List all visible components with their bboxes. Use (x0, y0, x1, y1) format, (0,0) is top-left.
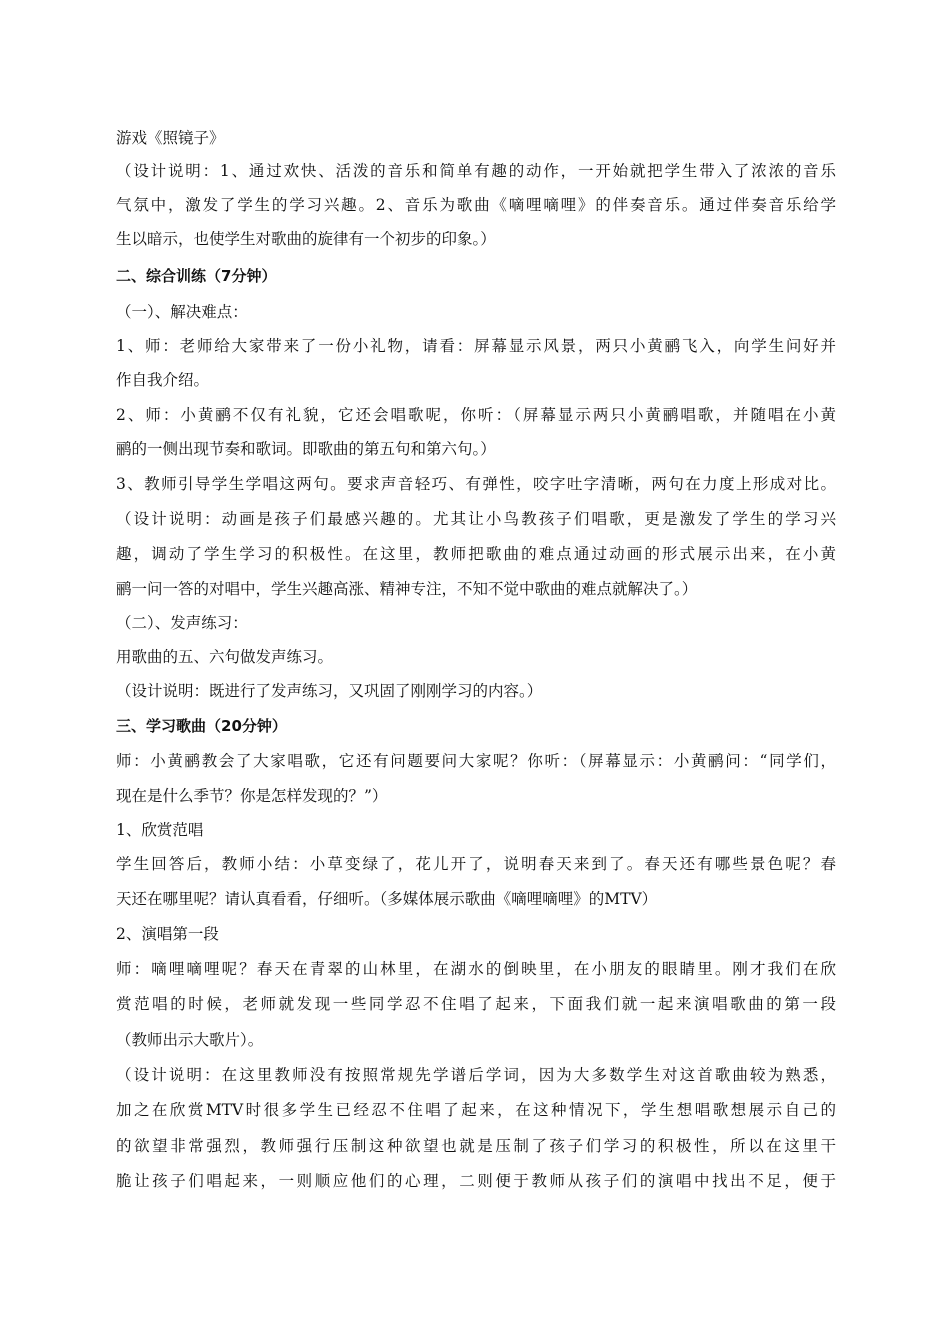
text-line-design-note-4-cont3: 脆让孩子们唱起来，一则顺应他们的心理，二则便于教师从孩子们的演唱中找出不足，便于 (116, 1172, 836, 1190)
text-line-design-note-2-cont: 趣，调动了学生学习的积极性。在这里，教师把歌曲的难点通过动画的形式展示出来，在小黄 (116, 545, 836, 563)
text-line-design-note-4-cont: 加之在欣赏MTV时很多学生已经忍不住唱了起来，在这种情况下，学生想唱歌想展示自己的 (116, 1101, 836, 1119)
text-line-teacher-question: 师：小黄鹂教会了大家唱歌，它还有问题要问大家呢？你听：（屏幕显示：小黄鹂问：“同学们， (116, 752, 836, 770)
text-line-step-3: 3、教师引导学生学唱这两句。要求声音轻巧、有弹性，咬字吐字清晰，两句在力度上形成对比。 (116, 475, 836, 493)
text-line-teacher-intro-end: （教师出示大歌片）。 (116, 1031, 264, 1049)
text-line-teacher-question-end: 现在是什么季节？你是怎样发现的？”） (116, 787, 388, 805)
section-heading-training: 二、综合训练（7分钟） (116, 267, 277, 285)
text-line-listen-demo: 1、欣赏范唱 (116, 821, 204, 839)
text-line-step-1: 1、师：老师给大家带来了一份小礼物，请看：屏幕显示风景，两只小黄鹂飞入，向学生问好并 (116, 337, 836, 355)
text-line-step-2-end: 鹂的一侧出现节奏和歌词。即歌曲的第五句和第六句。） (116, 440, 496, 458)
subheading-vocal-practice: （二）、发声练习： (116, 614, 248, 632)
text-line-design-note-4-cont2: 的欲望非常强烈，教师强行压制这种欲望也就是压制了孩子们学习的积极性，所以在这里干 (116, 1137, 836, 1155)
text-line-student-answer-end: 天还在哪里呢？请认真看看，仔细听。（多媒体展示歌曲《嘀哩嘀哩》的MTV） (116, 890, 658, 908)
text-line-design-note-2: （设计说明：动画是孩子们最感兴趣的。尤其让小鸟教孩子们唱歌，更是激发了学生的学习兴 (116, 510, 836, 528)
text-line-design-note-4: （设计说明：在这里教师没有按照常规先学谱后学词，因为大多数学生对这首歌曲较为熟悉， (116, 1066, 836, 1084)
text-line-design-note-2-end: 鹂一问一答的对唱中，学生兴趣高涨、精神专注，不知不觉中歌曲的难点就解决了。） (116, 580, 698, 598)
subheading-solve-difficulty: （一）、解决难点： (116, 303, 248, 321)
text-line-game-title: 游戏《照镜子》 (116, 129, 225, 147)
text-line-step-2: 2、师：小黄鹂不仅有礼貌，它还会唱歌呢，你听：（屏幕显示两只小黄鹂唱歌，并随唱在小黄 (116, 406, 836, 424)
text-line-student-answer: 学生回答后，教师小结：小草变绿了，花儿开了，说明春天来到了。春天还有哪些景色呢？春 (116, 855, 836, 873)
text-line-design-note-3: （设计说明：既进行了发声练习，又巩固了刚刚学习的内容。） (116, 682, 543, 700)
text-line-teacher-intro-cont: 赏范唱的时候，老师就发现一些同学忍不住唱了起来，下面我们就一起来演唱歌曲的第一段 (116, 995, 836, 1013)
text-line-teacher-intro: 师：嘀哩嘀哩呢？春天在青翠的山林里，在湖水的倒映里，在小朋友的眼睛里。刚才我们在欣 (116, 960, 836, 978)
text-line-sing-first-verse: 2、演唱第一段 (116, 925, 219, 943)
text-line-vocal-practice: 用歌曲的五、六句做发声练习。 (116, 648, 334, 666)
section-heading-learn-song: 三、学习歌曲（20分钟） (116, 717, 287, 735)
text-line-design-note-1: （设计说明：1、通过欢快、活泼的音乐和简单有趣的动作，一开始就把学生带入了浓浓的音乐 (116, 162, 836, 180)
text-line-step-1-end: 作自我介绍。 (116, 371, 210, 389)
text-line-design-note-1-cont: 气氛中，激发了学生的学习兴趣。2、音乐为歌曲《嘀哩嘀哩》的伴奏音乐。通过伴奏音乐给学 (116, 196, 836, 214)
text-line-design-note-1-end: 生以暗示，也使学生对歌曲的旋律有一个初步的印象。） (116, 230, 496, 248)
